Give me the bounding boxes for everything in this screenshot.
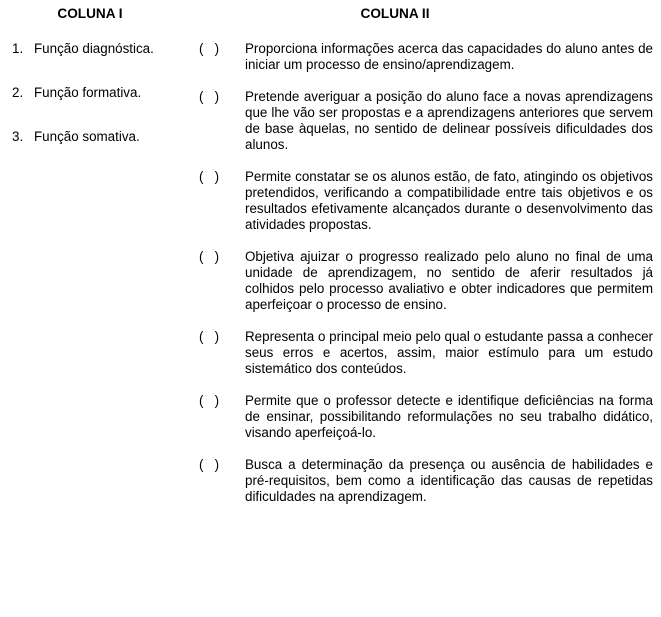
item-text: Busca a determinação da presença ou ausência de habilidades e pré-requisitos, bem como a identificação das causas de repetidas dificuldades na aprendizagem. <box>245 457 653 504</box>
matching-item <box>199 89 653 153</box>
column-1-header: COLUNA I <box>57 6 123 21</box>
matching-item <box>199 169 653 233</box>
answer-blank: ( ) <box>199 457 220 472</box>
matching-item <box>199 393 653 441</box>
answer-blank: ( ) <box>199 89 220 104</box>
item-number: 1. <box>12 41 24 56</box>
matching-item <box>199 457 653 505</box>
item-number: 2. <box>12 85 24 100</box>
answer-blank: ( ) <box>199 249 220 264</box>
item-text: Proporciona informações acerca das capacidades do aluno antes de iniciar um processo de ensino/aprendizagem. <box>245 41 653 72</box>
matching-item <box>199 329 653 377</box>
answer-blank: ( ) <box>199 169 220 184</box>
item-text: Pretende averiguar a posição do aluno face a novas aprendizagens que lhe vão ser propostas e a aprendizagens anteriores que servem de base àquelas, no sentido de delinear possíveis dificuldades dos alunos. <box>245 89 653 152</box>
list-item <box>0 85 199 101</box>
item-text: Permite que o professor detecte e identifique deficiências na forma de ensinar, possibilitando reformulações no seu trabalho didático, visando aperfeiçoá-lo. <box>245 393 653 440</box>
item-label: Função diagnóstica. <box>34 41 154 56</box>
answer-blank: ( ) <box>199 393 220 408</box>
answer-blank: ( ) <box>199 41 220 56</box>
list-item <box>0 41 199 57</box>
item-number: 3. <box>12 129 24 144</box>
item-text: Permite constatar se os alunos estão, de fato, atingindo os objetivos pretendidos, verificando a compatibilidade entre tais objetivos e os resultados efetivamente alcançados durante o desenvolvimento das atividades propostas. <box>245 169 653 232</box>
matching-item <box>199 41 653 73</box>
item-label: Função somativa. <box>34 129 140 144</box>
item-text: Objetiva ajuizar o progresso realizado pelo aluno no final de uma unidade de aprendizagem, no sentido de aferir resultados já colhidos pelo processo avaliativo e obter indicadores que permitem aperfeiçoar o processo de ensino. <box>245 249 653 312</box>
item-text: Representa o principal meio pelo qual o estudante passa a conhecer seus erros e acertos, assim, maior estímulo para um estudo sistemático dos conteúdos. <box>245 329 653 376</box>
column-1 <box>0 6 199 617</box>
list-item <box>0 129 199 145</box>
column-2 <box>199 6 661 617</box>
answer-blank: ( ) <box>199 329 220 344</box>
matching-item <box>199 249 653 313</box>
item-label: Função formativa. <box>34 85 142 100</box>
column-2-header: COLUNA II <box>360 6 430 21</box>
